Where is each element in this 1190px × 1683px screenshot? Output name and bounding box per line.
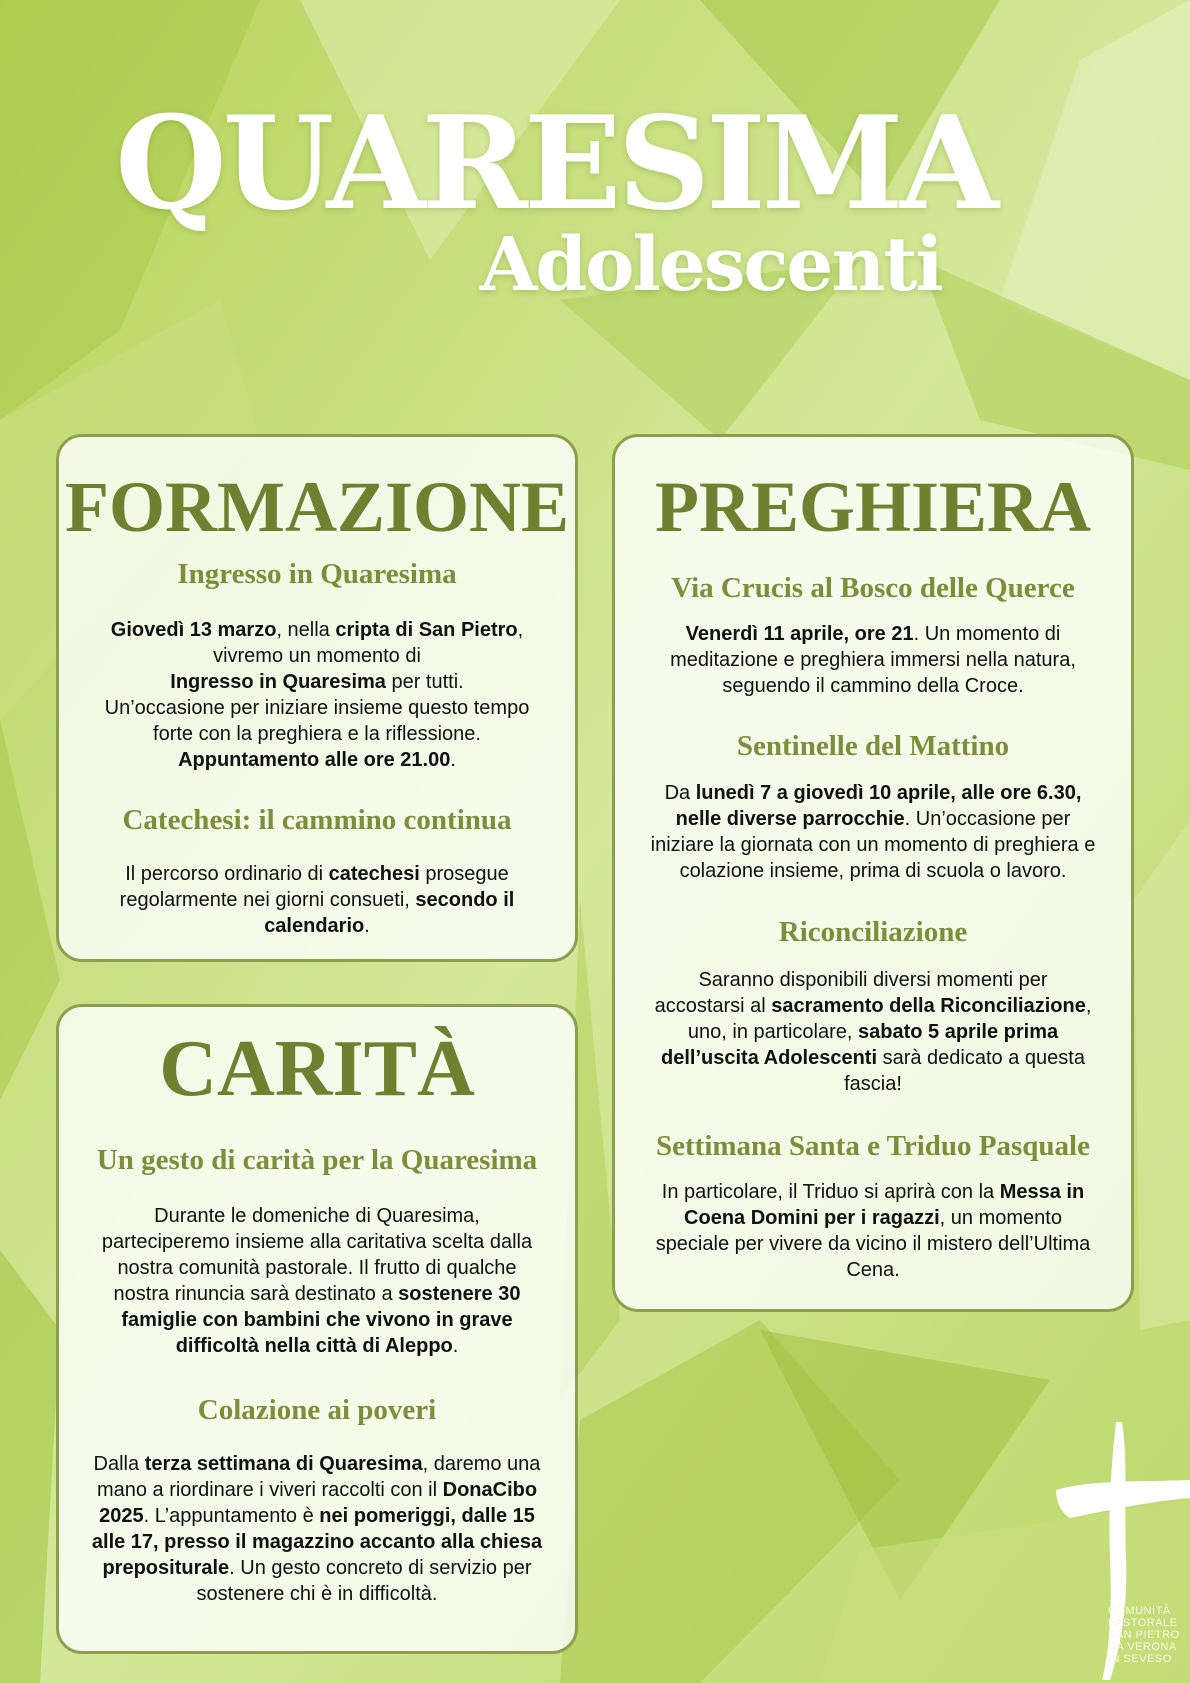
text-line: Durante le domeniche di Quaresima, bbox=[154, 1205, 480, 1227]
text-line: prepositurale. Un gesto concreto di servizio per bbox=[102, 1557, 532, 1579]
text-line: nostra comunità pastorale. Il frutto di qualche bbox=[117, 1257, 517, 1279]
riconciliazione-text bbox=[615, 967, 1131, 1097]
settimana-santa-heading: Settimana Santa e Triduo Pasquale bbox=[656, 1130, 1090, 1162]
text-line: Cena. bbox=[846, 1259, 900, 1281]
preghiera-box bbox=[612, 434, 1134, 1312]
text-line: uno, in particolare, sabato 5 aprile prima bbox=[687, 1021, 1059, 1043]
catechesi-text bbox=[59, 861, 575, 939]
page-title: QUARESIMA bbox=[115, 89, 995, 239]
text-line: alle 17, presso il magazzino accanto alla chiesa bbox=[91, 1531, 543, 1553]
text-line: Il percorso ordinario di catechesi prosegue bbox=[125, 863, 509, 885]
ingresso-text bbox=[59, 617, 575, 773]
settimana-santa-text bbox=[615, 1179, 1131, 1283]
text-line: famiglie con bambini che vivono in grave bbox=[121, 1309, 513, 1331]
text-line: parteciperemo insieme alla caritativa scelta dalla bbox=[101, 1231, 533, 1253]
text-line: sostenere chi è in difficoltà. bbox=[196, 1583, 438, 1605]
text-line: forte con la preghiera e la riflessione. bbox=[153, 723, 481, 745]
text-line: Saranno disponibili diversi momenti per bbox=[698, 969, 1048, 991]
text-line: accostarsi al sacramento della Riconciliazione, bbox=[654, 995, 1092, 1017]
sentinelle-text bbox=[615, 780, 1131, 884]
carita-box bbox=[56, 1004, 578, 1654]
preghiera-title: PREGHIERA bbox=[654, 467, 1092, 547]
page-subtitle: Adolescenti bbox=[480, 222, 942, 308]
text-line: Da lunedì 7 a giovedì 10 aprile, alle ore 6.30, bbox=[664, 782, 1082, 804]
carita-title: CARITÀ bbox=[159, 1025, 475, 1113]
gesto-carita-heading: Un gesto di carità per la Quaresima bbox=[96, 1144, 538, 1176]
community-logo-text bbox=[1108, 1605, 1190, 1665]
text-line: Appuntamento alle ore 21.00. bbox=[178, 749, 456, 771]
sentinelle-heading: Sentinelle del Mattino bbox=[736, 730, 1010, 762]
text-line: mano a riordinare i viveri raccolti con il DonaCibo bbox=[96, 1479, 538, 1501]
text-line: nostra rinuncia sarà destinato a sostenere 30 bbox=[113, 1283, 521, 1305]
text-line: Ingresso in Quaresima per tutti. bbox=[170, 671, 464, 693]
text-line: 2025. L’appuntamento è nei pomeriggi, dalle 15 bbox=[99, 1505, 535, 1527]
text-line: Dalla terza settimana di Quaresima, daremo una bbox=[93, 1453, 541, 1475]
gesto-carita-text bbox=[59, 1203, 575, 1359]
text-line: dell’uscita Adolescenti sarà dedicato a questa bbox=[661, 1047, 1085, 1069]
via-crucis-text bbox=[615, 621, 1131, 699]
text-line: difficoltà nella città di Aleppo. bbox=[175, 1335, 459, 1357]
text-line: seguendo il cammino della Croce. bbox=[722, 675, 1024, 697]
text-line: calendario. bbox=[264, 915, 370, 937]
colazione-poveri-heading: Colazione ai poveri bbox=[197, 1394, 437, 1426]
formazione-title: FORMAZIONE bbox=[65, 467, 569, 547]
text-line: Coena Domini per i ragazzi, un momento bbox=[684, 1207, 1062, 1229]
colazione-poveri-text bbox=[59, 1451, 575, 1607]
text-line: colazione insieme, prima di scuola o lavoro. bbox=[679, 860, 1067, 882]
logo-text-line: SAN PIETRO bbox=[1108, 1629, 1180, 1641]
text-line: In particolare, il Triduo si aprirà con la Messa in bbox=[661, 1181, 1085, 1203]
text-line: iniziare la giornata con un momento di preghiera e bbox=[650, 834, 1096, 856]
catechesi-heading: Catechesi: il cammino continua bbox=[122, 804, 512, 836]
riconciliazione-heading: Riconciliazione bbox=[778, 916, 968, 948]
formazione-box bbox=[56, 434, 578, 962]
via-crucis-heading: Via Crucis al Bosco delle Querce bbox=[671, 572, 1075, 604]
text-line: speciale per vivere da vicino il mistero dell’Ultima bbox=[655, 1233, 1091, 1255]
text-line: nelle diverse parrocchie. Un’occasione per bbox=[675, 808, 1071, 830]
ingresso-heading: Ingresso in Quaresima bbox=[177, 558, 457, 590]
logo-text-line: IN SEVESO bbox=[1108, 1653, 1172, 1665]
logo-text-line: COMUNITÀ bbox=[1108, 1605, 1171, 1617]
logo-text-line: PASTORALE bbox=[1108, 1617, 1178, 1629]
text-line: Giovedì 13 marzo, nella cripta di San Pietro, bbox=[110, 619, 524, 641]
text-line: fascia! bbox=[844, 1073, 902, 1095]
text-line: Un’occasione per iniziare insieme questo tempo bbox=[104, 697, 530, 719]
text-line: Venerdì 11 aprile, ore 21. Un momento di bbox=[685, 623, 1061, 645]
logo-text-line: DA VERONA bbox=[1108, 1641, 1177, 1653]
text-line: meditazione e preghiera immersi nella natura, bbox=[670, 649, 1076, 671]
text-line: vivremo un momento di bbox=[213, 645, 421, 667]
text-line: regolarmente nei giorni consueti, secondo il bbox=[119, 889, 515, 911]
